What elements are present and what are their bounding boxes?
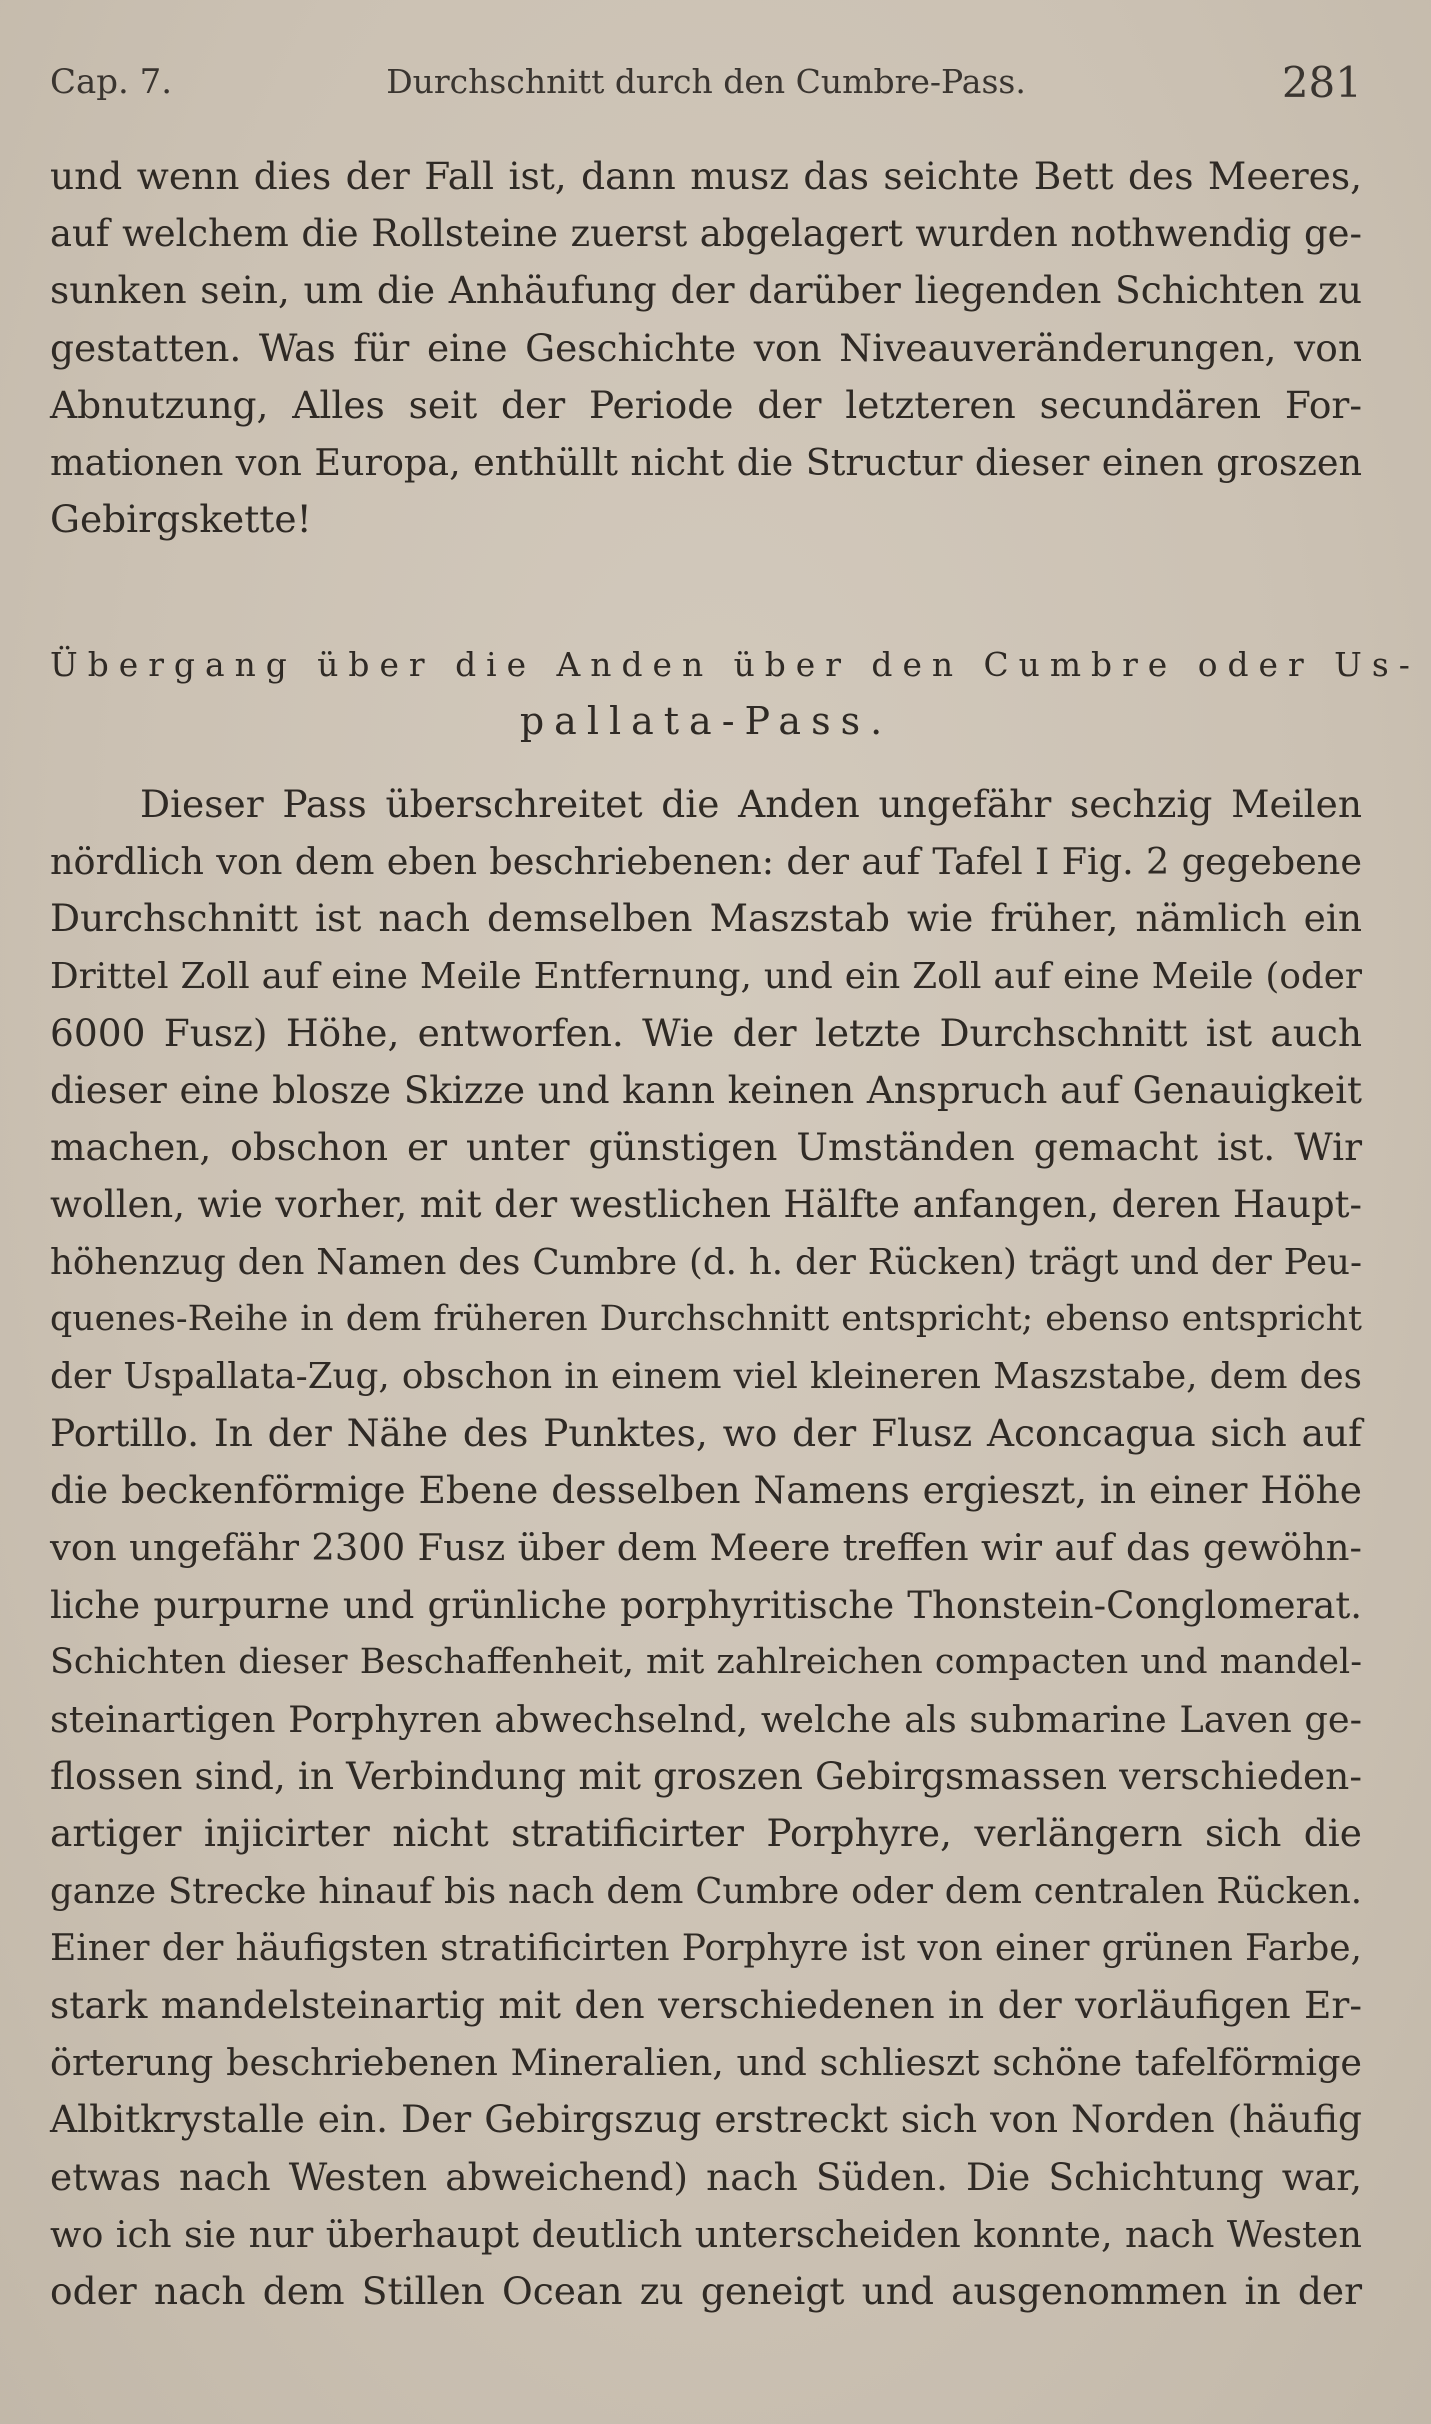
text-line: wollen, wie vorher, mit der westlichen Hälfte anfangen, deren Haupt- <box>50 1183 1362 1227</box>
text-line: artiger injicirter nicht stratificirter Porphyre, verlängern sich die <box>50 1811 1362 1856</box>
text-line: gestatten. Was für eine Geschichte von Niveauveränderungen, von <box>50 325 1362 370</box>
text-line: örterung beschriebenen Mineralien, und schlieszt schöne tafelförmige <box>50 2041 1362 2085</box>
text-line: stark mandelsteinartig mit den verschiedenen in der vorläufigen Er- <box>50 1982 1362 2027</box>
text-line: liche purpurne und grünliche porphyritische Thonstein-Conglomerat. <box>50 1583 1362 1627</box>
text-line: steinartigen Porphyren abwechselnd, welche als submarine Laven ge- <box>50 1698 1362 1741</box>
text-line: nördlich von dem eben beschriebenen: der auf Tafel I Fig. 2 gegebene <box>50 840 1362 884</box>
text-line: Gebirgskette! <box>50 497 312 542</box>
text-line: die beckenförmige Ebene desselben Namens ergieszt, in einer Höhe <box>50 1468 1362 1513</box>
text-line: wo ich sie nur überhaupt deutlich unterscheiden konnte, nach Westen <box>50 2212 1362 2256</box>
text-line: sunken sein, um die Anhäufung der darüber liegenden Schichten zu <box>50 268 1362 313</box>
text-line: höhenzug den Namen des Cumbre (d. h. der Rücken) trägt und der Peu- <box>50 1241 1362 1283</box>
heading-line: pallata-Pass. <box>519 699 893 743</box>
text-line: 6000 Fusz) Höhe, entworfen. Wie der letzte Durchschnitt ist auch <box>50 1010 1362 1055</box>
text-line: und wenn dies der Fall ist, dann musz das seichte Bett des Meeres, <box>50 154 1362 198</box>
section-heading <box>50 636 1420 750</box>
text-line: oder nach dem Stillen Ocean zu geneigt und ausgenommen in der <box>50 2268 1362 2313</box>
text-line: der Uspallata-Zug, obschon in einem viel kleineren Maszstabe, dem des <box>50 1355 1362 1397</box>
text-line: Durchschnitt ist nach demselben Maszstab wie früher, nämlich ein <box>50 896 1362 941</box>
text-line: Schichten dieser Beschaffenheit, mit zahlreichen compacten und mandel- <box>50 1641 1362 1682</box>
text-line: etwas nach Westen abweichend) nach Süden. Die Schichtung war, <box>50 2154 1362 2199</box>
heading-line: Übergang über die Anden über den Cumbre oder Us- <box>50 645 1420 684</box>
text-line: mationen von Europa, enthüllt nicht die Structur dieser einen groszen <box>50 440 1362 484</box>
page-number: 281 <box>1281 58 1362 107</box>
text-line: Portillo. In der Nähe des Punktes, wo der Flusz Aconcagua sich auf <box>50 1411 1362 1456</box>
running-title: Durchschnitt durch den Cumbre-Pass. <box>386 62 1026 101</box>
text-line: Drittel Zoll auf eine Meile Entfernung, und ein Zoll auf eine Meile (oder <box>50 955 1362 997</box>
text-line: flossen sind, in Verbindung mit groszen Gebirgsmassen verschieden- <box>50 1754 1362 1799</box>
running-header <box>50 58 1362 108</box>
text-line: machen, obschon er unter günstigen Umständen gemacht ist. Wir <box>50 1125 1362 1170</box>
chapter-label: Cap. 7. <box>50 62 173 102</box>
text-line: dieser eine blosze Skizze und kann keinen Anspruch auf Genauigkeit <box>50 1067 1362 1112</box>
text-line: ganze Strecke hinauf bis nach dem Cumbre oder dem centralen Rücken. <box>50 1870 1362 1912</box>
paragraph-main <box>50 776 1362 2320</box>
text-line: Albitkrystalle ein. Der Gebirgszug erstreckt sich von Norden (häufig <box>50 2097 1362 2142</box>
text-line: quenes-Reihe in dem früheren Durchschnitt entspricht; ebenso entspricht <box>50 1298 1362 1339</box>
text-line: auf welchem die Rollsteine zuerst abgelagert wurden nothwendig ge- <box>50 212 1362 256</box>
text-line: von ungefähr 2300 Fusz über dem Meere treffen wir auf das gewöhn- <box>50 1526 1362 1570</box>
text-line: Dieser Pass überschreitet die Anden ungefähr sechzig Meilen <box>140 782 1362 826</box>
text-line: Abnutzung, Alles seit der Periode der letzteren secundären For- <box>50 382 1362 427</box>
text-line: Einer der häufigsten stratificirten Porphyre ist von einer grünen Farbe, <box>50 1927 1362 1969</box>
paragraph-continuation <box>50 148 1362 548</box>
